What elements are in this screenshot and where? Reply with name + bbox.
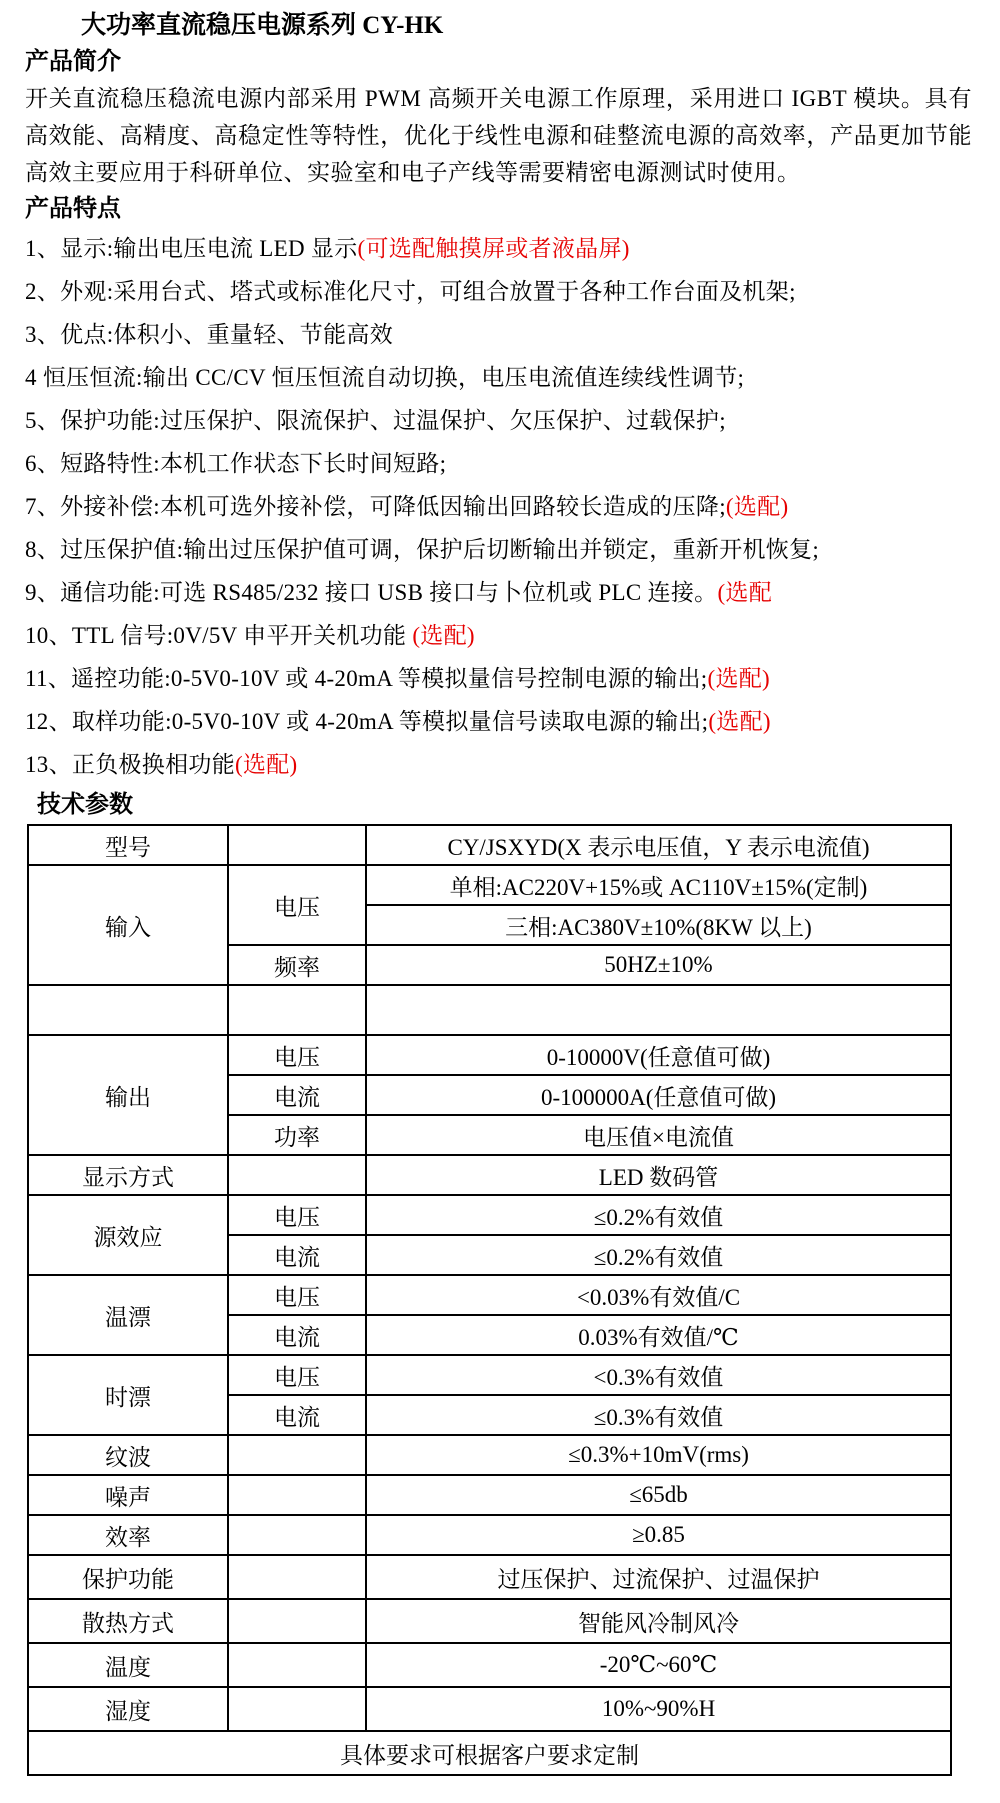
cell-output-power-label: 功率 xyxy=(228,1115,366,1155)
cell-temperature-value: -20℃~60℃ xyxy=(366,1643,951,1687)
feature-item-13 xyxy=(25,743,972,786)
cell-ripple-label: 纹波 xyxy=(28,1435,228,1475)
cell-source-effect-current-value: ≤0.2%有效值 xyxy=(366,1235,951,1275)
feature-option: (选配) xyxy=(412,623,475,648)
cell-empty xyxy=(228,1475,366,1515)
row-time-drift-voltage xyxy=(28,1355,951,1395)
row-input-voltage-single xyxy=(28,865,951,905)
feature-text: 3、优点:体积小、重量轻、节能高效 xyxy=(25,322,393,347)
feature-item-12 xyxy=(25,700,972,743)
cell-efficiency-value: ≥0.85 xyxy=(366,1515,951,1555)
feature-item-11 xyxy=(25,657,972,700)
cell-empty xyxy=(228,1643,366,1687)
cell-time-drift-voltage-label: 电压 xyxy=(228,1355,366,1395)
row-noise xyxy=(28,1475,951,1515)
cell-noise-value: ≤65db xyxy=(366,1475,951,1515)
cell-protection-label: 保护功能 xyxy=(28,1555,228,1599)
row-temperature xyxy=(28,1643,951,1687)
feature-text: 1、显示:输出电压电流 LED 显示 xyxy=(25,236,358,261)
cell-input-freq-label: 频率 xyxy=(228,945,366,985)
cell-source-effect-current-label: 电流 xyxy=(228,1235,366,1275)
row-temp-drift-voltage xyxy=(28,1275,951,1315)
cell-output-label: 输出 xyxy=(28,1035,228,1155)
feature-option: (选配) xyxy=(235,752,298,777)
row-model xyxy=(28,825,951,865)
cell-temp-drift-label: 温漂 xyxy=(28,1275,228,1355)
row-ripple xyxy=(28,1435,951,1475)
row-output-voltage xyxy=(28,1035,951,1075)
row-humidity xyxy=(28,1687,951,1731)
cell-cooling-label: 散热方式 xyxy=(28,1599,228,1643)
feature-item-10 xyxy=(25,614,972,657)
cell-time-drift-current-value: ≤0.3%有效值 xyxy=(366,1395,951,1435)
cell-empty xyxy=(228,1515,366,1555)
feature-text: 5、保护功能:过压保护、限流保护、过温保护、欠压保护、过载保护; xyxy=(25,408,726,433)
row-efficiency xyxy=(28,1515,951,1555)
row-cooling xyxy=(28,1599,951,1643)
feature-option: (选配) xyxy=(725,494,789,519)
cell-temp-drift-voltage-label: 电压 xyxy=(228,1275,366,1315)
cell-empty xyxy=(228,1555,366,1599)
feature-option: (选配 xyxy=(717,580,772,605)
feature-item-4 xyxy=(25,356,972,399)
feature-text: 4 恒压恒流:输出 CC/CV 恒压恒流自动切换，电压电流值连续线性调节; xyxy=(25,365,745,390)
cell-efficiency-label: 效率 xyxy=(28,1515,228,1555)
cell-noise-label: 噪声 xyxy=(28,1475,228,1515)
feature-text: 6、短路特性:本机工作状态下长时间短路; xyxy=(25,451,447,476)
cell-display-label: 显示方式 xyxy=(28,1155,228,1195)
feature-item-9 xyxy=(25,571,972,614)
cell-input-freq-value: 50HZ±10% xyxy=(366,945,951,985)
cell-input-voltage-three: 三相:AC380V±10%(8KW 以上) xyxy=(366,905,951,945)
cell-empty xyxy=(228,1155,366,1195)
cell-output-current-value: 0-100000A(任意值可做) xyxy=(366,1075,951,1115)
cell-display-value: LED 数码管 xyxy=(366,1155,951,1195)
cell-humidity-label: 湿度 xyxy=(28,1687,228,1731)
cell-time-drift-label: 时漂 xyxy=(28,1355,228,1435)
cell-empty xyxy=(366,985,951,1035)
cell-ripple-value: ≤0.3%+10mV(rms) xyxy=(366,1435,951,1475)
specs-heading: 技术参数 xyxy=(37,792,133,818)
cell-source-effect-label: 源效应 xyxy=(28,1195,228,1275)
spec-table xyxy=(27,824,952,1776)
cell-source-effect-voltage-value: ≤0.2%有效值 xyxy=(366,1195,951,1235)
intro-heading: 产品简介 xyxy=(25,49,121,75)
row-source-effect-voltage xyxy=(28,1195,951,1235)
features-heading: 产品特点 xyxy=(25,196,121,222)
cell-empty xyxy=(228,825,366,865)
feature-item-3 xyxy=(25,313,972,356)
feature-text: 10、TTL 信号:0V/5V 申平开关机功能 xyxy=(25,623,413,648)
feature-option: (选配) xyxy=(708,709,771,734)
row-spacer xyxy=(28,985,951,1035)
cell-temp-drift-voltage-value: <0.03%有效值/C xyxy=(366,1275,951,1315)
cell-empty xyxy=(228,1599,366,1643)
feature-text: 8、过压保护值:输出过压保护值可调，保护后切断输出并锁定，重新开机恢复; xyxy=(25,537,820,562)
cell-output-voltage-value: 0-10000V(任意值可做) xyxy=(366,1035,951,1075)
cell-temperature-label: 温度 xyxy=(28,1643,228,1687)
feature-text: 7、外接补偿:本机可选外接补偿，可降低因输出回路较长造成的压降; xyxy=(25,494,726,519)
cell-time-drift-voltage-value: <0.3%有效值 xyxy=(366,1355,951,1395)
cell-temp-drift-current-value: 0.03%有效值/℃ xyxy=(366,1315,951,1355)
feature-item-8 xyxy=(25,528,972,571)
cell-protection-value: 过压保护、过流保护、过温保护 xyxy=(366,1555,951,1599)
cell-model-label: 型号 xyxy=(28,825,228,865)
cell-humidity-value: 10%~90%H xyxy=(366,1687,951,1731)
cell-temp-drift-current-label: 电流 xyxy=(228,1315,366,1355)
cell-output-current-label: 电流 xyxy=(228,1075,366,1115)
feature-item-2 xyxy=(25,270,972,313)
cell-empty xyxy=(28,985,228,1035)
cell-table-footer: 具体要求可根据客户要求定制 xyxy=(28,1731,951,1775)
cell-empty xyxy=(228,1687,366,1731)
cell-model-value: CY/JSXYD(X 表示电压值，Y 表示电流值) xyxy=(366,825,951,865)
feature-option: (可选配触摸屏或者液晶屏) xyxy=(357,236,630,261)
feature-item-5 xyxy=(25,399,972,442)
features-list xyxy=(25,227,972,786)
intro-paragraph: 开关直流稳压稳流电源内部采用 PWM 高频开关电源工作原理，采用进口 IGBT 模块。具有高效能、高精度、高稳定性等特性，优化于线性电源和硅整流电源的高效率，产品更加节能高效主要应用于科研单位、实验室和电子产线等需要精密电源测试时使用。 xyxy=(25,86,972,185)
cell-time-drift-current-label: 电流 xyxy=(228,1395,366,1435)
document-title: 大功率直流稳压电源系列 CY-HK xyxy=(81,12,444,39)
row-protection xyxy=(28,1555,951,1599)
feature-text: 12、取样功能:0-5V0-10V 或 4-20mA 等模拟量信号读取电源的输出; xyxy=(25,709,709,734)
feature-text: 11、遥控功能:0-5V0-10V 或 4-20mA 等模拟量信号控制电源的输出; xyxy=(25,666,708,691)
cell-output-power-value: 电压值×电流值 xyxy=(366,1115,951,1155)
feature-option: (选配) xyxy=(707,666,771,691)
row-display xyxy=(28,1155,951,1195)
feature-item-6 xyxy=(25,442,972,485)
cell-output-voltage-label: 电压 xyxy=(228,1035,366,1075)
cell-empty xyxy=(228,1435,366,1475)
cell-cooling-value: 智能风冷制风冷 xyxy=(366,1599,951,1643)
cell-input-voltage-label: 电压 xyxy=(228,865,366,945)
feature-item-1 xyxy=(25,227,972,270)
cell-empty xyxy=(228,985,366,1035)
cell-source-effect-voltage-label: 电压 xyxy=(228,1195,366,1235)
row-table-footer xyxy=(28,1731,951,1775)
cell-input-voltage-single: 单相:AC220V+15%或 AC110V±15%(定制) xyxy=(366,865,951,905)
feature-text: 2、外观:采用台式、塔式或标准化尺寸，可组合放置于各种工作台面及机架; xyxy=(25,279,796,304)
feature-text: 13、正负极换相功能 xyxy=(25,752,235,777)
cell-input-label: 输入 xyxy=(28,865,228,985)
feature-text: 9、通信功能:可选 RS485/232 接口 USB 接口与卜位机或 PLC 连接。 xyxy=(25,580,718,605)
feature-item-7 xyxy=(25,485,972,528)
